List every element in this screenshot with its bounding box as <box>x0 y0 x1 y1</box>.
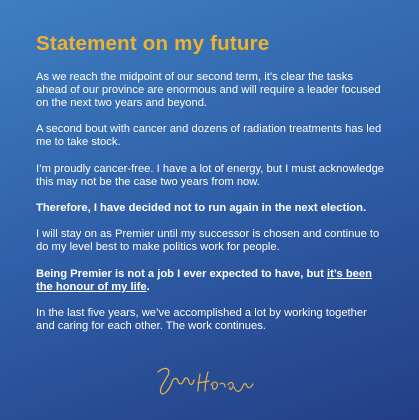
paragraph-work-continues: In the last five years, we’ve accomplished a lot by working together and caring for each other. The work continues. <box>36 306 367 333</box>
paragraph-midpoint: As we reach the midpoint of our second term, it’s clear the tasks ahead of our province are enormous and will require a leader focused on the next two years and beyond. <box>36 70 381 109</box>
paragraph-stay-on: I will stay on as Premier until my successor is chosen and continue to do my level best to make politics work for people. <box>36 228 380 254</box>
honour-lead-text: Being Premier is not a job I ever expected to have, but <box>36 267 327 280</box>
paragraph-honour <box>36 268 386 294</box>
paragraph-decision: Therefore, I have decided not to run again in the next election. <box>36 201 367 214</box>
statement-title: Statement on my future <box>36 32 270 55</box>
signature <box>148 362 258 398</box>
paragraph-cancer-free: I’m proudly cancer-free. I have a lot of energy, but I must acknowledge this may not be the case two years from now. <box>36 162 385 188</box>
paragraph-cancer-treatment: A second bout with cancer and dozens of radiation treatments has led me to take stock. <box>36 123 382 149</box>
honour-underlined-text: it’s been the honour of my life <box>36 267 372 293</box>
statement-container <box>36 34 386 333</box>
signature-graphic <box>148 362 258 398</box>
honour-tail-text: . <box>146 280 150 293</box>
